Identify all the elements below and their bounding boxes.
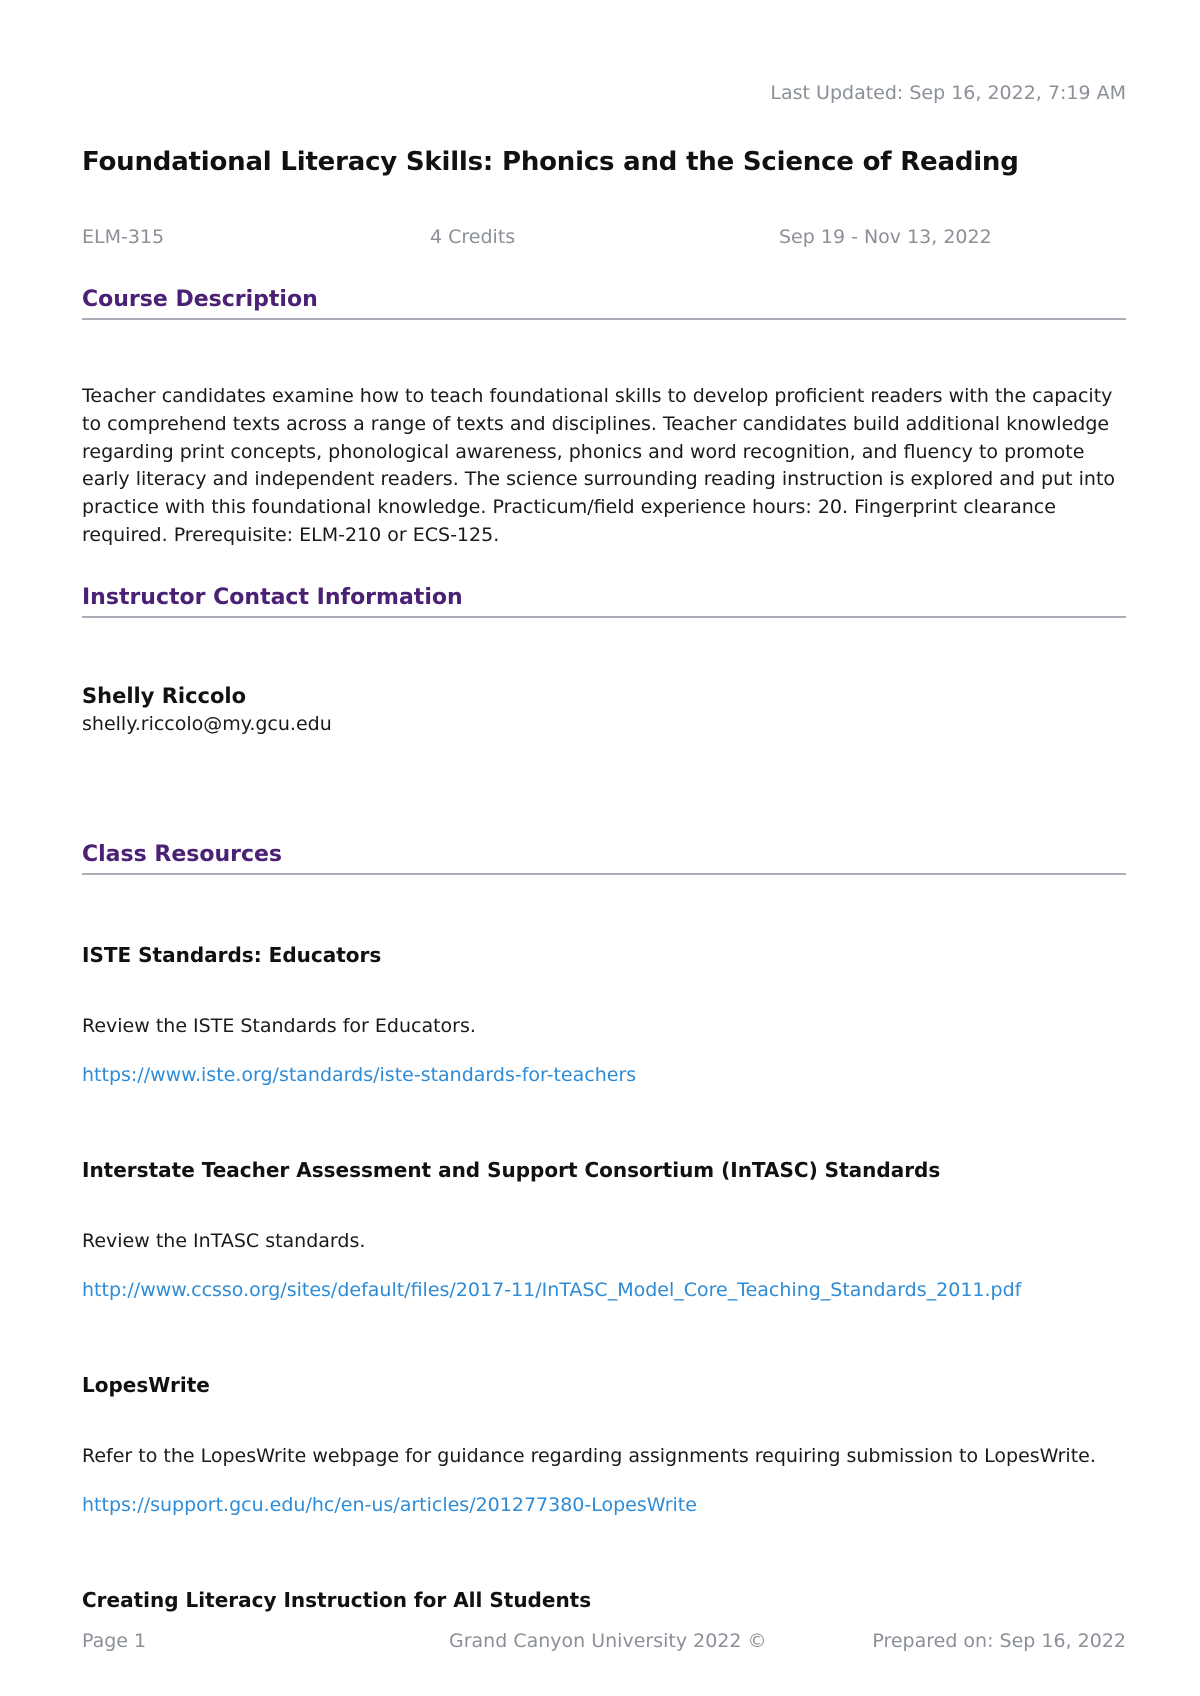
course-credits: 4 Credits	[430, 226, 516, 248]
footer-copyright: Grand Canyon University 2022 ©	[449, 1630, 767, 1652]
resource-link-intasc[interactable]: http://www.ccsso.org/sites/default/files/2017-11/InTASC_Model_Core_Teaching_Standards_2011.pdf	[82, 1279, 1022, 1301]
course-description-text: Teacher candidates examine how to teach foundational skills to develop proficient readers with the capacity to comprehend texts across a range of texts and disciplines. Teacher candidates build additional knowledge regarding print concepts, phonological awareness, phonics and word recognition, and fluency to promote early literacy and independent readers. The science surrounding reading instruction is explored and put into practice with this foundational knowledge. Practicum/field experience hours: 20. Fingerprint clearance required. Prerequisite: ELM-210 or ECS-125.	[82, 385, 1116, 546]
resource-title-iste: ISTE Standards: Educators	[82, 943, 382, 967]
resource-title-lopeswrite: LopesWrite	[82, 1373, 210, 1397]
course-code: ELM-315	[82, 226, 165, 248]
resource-link-lopeswrite[interactable]: https://support.gcu.edu/hc/en-us/articles/201277380-LopesWrite	[82, 1494, 697, 1516]
course-description-heading: Course Description	[82, 287, 1126, 320]
last-updated-timestamp: Last Updated: Sep 16, 2022, 7:19 AM	[770, 82, 1126, 104]
resource-text-lopeswrite: Refer to the LopesWrite webpage for guidance regarding assignments requiring submission to LopesWrite.	[82, 1445, 1096, 1467]
instructor-name: Shelly Riccolo	[82, 684, 247, 708]
resource-text-intasc: Review the InTASC standards.	[82, 1230, 366, 1252]
course-title: Foundational Literacy Skills: Phonics and the Science of Reading	[82, 147, 1019, 177]
instructor-email: shelly.riccolo@my.gcu.edu	[82, 713, 332, 735]
resource-link-iste[interactable]: https://www.iste.org/standards/iste-standards-for-teachers	[82, 1064, 637, 1086]
footer-page-number: Page 1	[82, 1630, 147, 1652]
instructor-contact-heading: Instructor Contact Information	[82, 585, 1126, 618]
course-dates: Sep 19 - Nov 13, 2022	[779, 226, 992, 248]
resource-title-literacy-instruction: Creating Literacy Instruction for All Students	[82, 1588, 592, 1612]
resource-title-intasc: Interstate Teacher Assessment and Support Consortium (InTASC) Standards	[82, 1158, 941, 1182]
footer-prepared-date: Prepared on: Sep 16, 2022	[872, 1630, 1126, 1652]
resource-text-iste: Review the ISTE Standards for Educators.	[82, 1015, 476, 1037]
class-resources-heading: Class Resources	[82, 842, 1126, 875]
